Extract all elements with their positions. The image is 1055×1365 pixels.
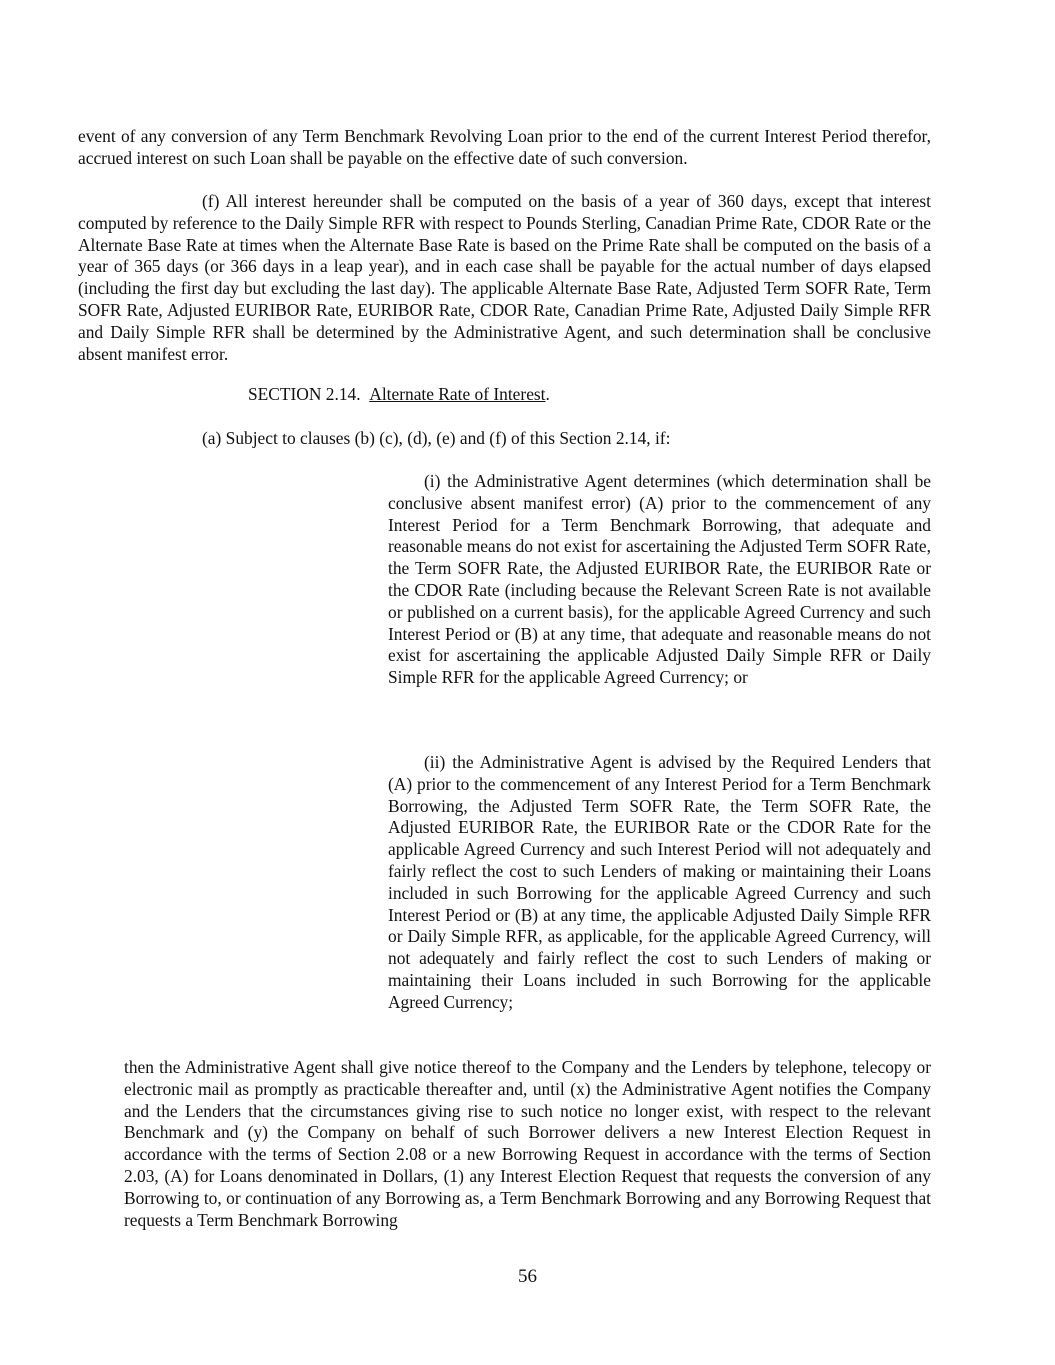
section-heading: [248, 384, 848, 406]
then-paragraph: then the Administrative Agent shall give notice thereof to the Company and the Lenders by telephone, telecopy or electronic mail as promptly as practicable thereafter and, until (x) the Administrative Agent notifies the Company and the Lenders that the circumstances giving rise to such notice no longer exist, with respect to the relevant Benchmark and (y) the Company on behalf of such Borrower delivers a new Interest Election Request in accordance with the terms of Section 2.08 or a new Borrowing Request in accordance with the terms of Section 2.03, (A) for Loans denominated in Dollars, (1) any Interest Election Request that requests the conversion of any Borrowing to, or continuation of any Borrowing as, a Term Benchmark Borrowing and any Borrowing Request that requests a Term Benchmark Borrowing: [124, 1057, 931, 1230]
clause-a-intro: (a) Subject to clauses (b) (c), (d), (e) and (f) of this Section 2.14, if:: [202, 428, 671, 448]
clause-f-paragraph: (f) All interest hereunder shall be computed on the basis of a year of 360 days, except that interest computed by reference to the Daily Simple RFR with respect to Pounds Sterling, Canadian Prime Rate, CDOR Rate or the Alternate Base Rate at times when the Alternate Base Rate is based on the Prime Rate shall be computed on the basis of a year of 365 days (or 366 days in a leap year), and in each case shall be payable for the actual number of days elapsed (including the first day but excluding the last day). The applicable Alternate Base Rate, Adjusted Term SOFR Rate, Term SOFR Rate, Adjusted EURIBOR Rate, EURIBOR Rate, CDOR Rate, Canadian Prime Rate, Adjusted Daily Simple RFR and Daily Simple RFR shall be determined by the Administrative Agent, and such determination shall be conclusive absent manifest error.: [78, 191, 931, 364]
subclause-ii: (ii) the Administrative Agent is advised by the Required Lenders that (A) prior to the commencement of any Interest Period for a Term Benchmark Borrowing, the Adjusted Term SOFR Rate, the Term SOFR Rate, the Adjusted EURIBOR Rate, the EURIBOR Rate or the CDOR Rate for the applicable Agreed Currency and such Interest Period will not adequately and fairly reflect the cost to such Lenders of making or maintaining their Loans included in such Borrowing for the applicable Agreed Currency and such Interest Period or (B) at any time, the applicable Adjusted Daily Simple RFR or Daily Simple RFR, as applicable, for the applicable Agreed Currency, will not adequately and fairly reflect the cost to such Lenders of making or maintaining their Loans included in such Borrowing for the applicable Agreed Currency;: [388, 752, 931, 1012]
section-title-period: .: [545, 384, 550, 404]
page-number: 56: [518, 1266, 537, 1287]
subclause-i: (i) the Administrative Agent determines (which determination shall be conclusive absent manifest error) (A) prior to the commencement of any Interest Period for a Term Benchmark Borrowing, that adequate and reasonable means do not exist for ascertaining the Adjusted Term SOFR Rate, the Term SOFR Rate, the Adjusted EURIBOR Rate, the EURIBOR Rate or the CDOR Rate (including because the Relevant Screen Rate is not available or published on a current basis), for the applicable Agreed Currency and such Interest Period or (B) at any time, that adequate and reasonable means do not exist for ascertaining the applicable Adjusted Daily Simple RFR or Daily Simple RFR for the applicable Agreed Currency; or: [388, 471, 931, 688]
section-number: SECTION 2.14.: [248, 384, 361, 404]
section-title: Alternate Rate of Interest: [369, 384, 546, 404]
continuation-paragraph: event of any conversion of any Term Benchmark Revolving Loan prior to the end of the current Interest Period therefor, accrued interest on such Loan shall be payable on the effective date of such conversion.: [78, 126, 931, 168]
